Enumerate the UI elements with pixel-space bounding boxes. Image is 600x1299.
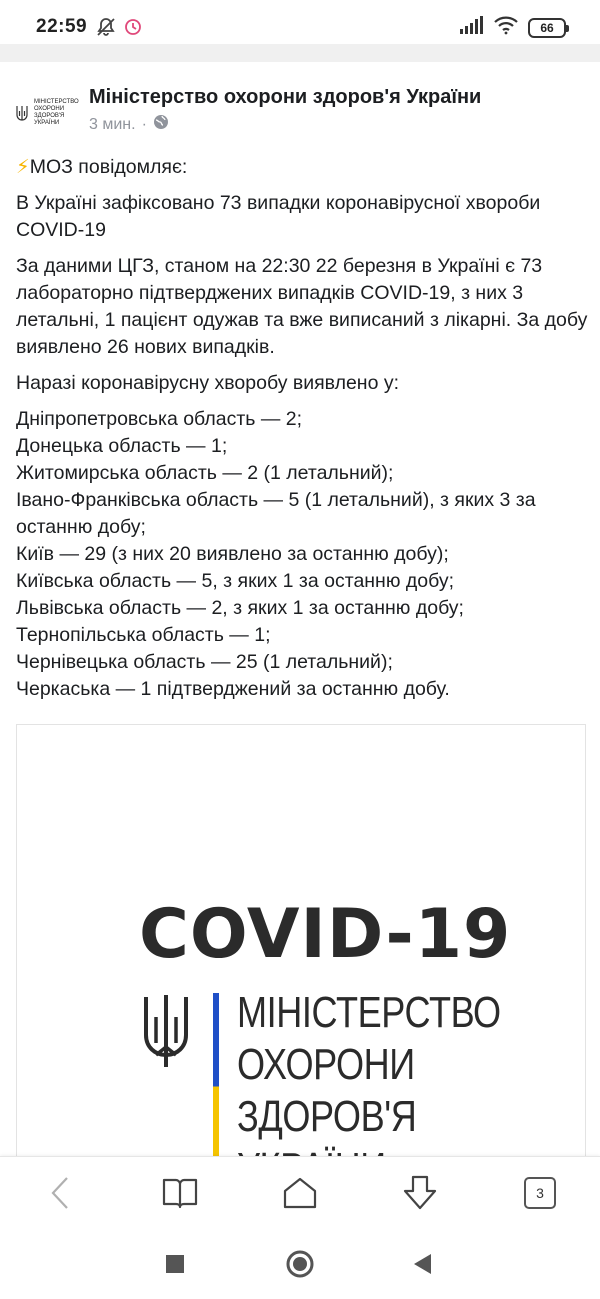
post-headline: В Україні зафіксовано 73 випадки коронавірусної хвороби COVID-19: [16, 192, 541, 241]
recents-button[interactable]: [157, 1248, 193, 1280]
status-icons-left: [96, 17, 142, 42]
home-icon: [282, 1176, 318, 1210]
post-paragraph: За даними ЦГЗ, станом на 22:30 22 березня в Україні є 73 лабораторно підтверджених випадків COVID-19, з них 3 летальні, 1 пацієнт одужав та вже виписаний з лікарні. За добу виявлено 26 нових випадків.: [16, 255, 588, 358]
list-item: Черкаська — 1 підтверджений за останню добу.: [16, 678, 450, 700]
circle-icon: [286, 1250, 314, 1278]
post-intro: [16, 154, 588, 181]
triangle-back-icon: [412, 1253, 432, 1275]
back-nav-button[interactable]: [404, 1248, 440, 1280]
post-image[interactable]: [16, 724, 586, 1164]
battery-icon: [528, 18, 566, 38]
page-avatar[interactable]: [16, 90, 79, 136]
region-list: [16, 406, 588, 703]
download-icon: [401, 1175, 439, 1211]
post-meta: [89, 114, 169, 135]
post-body: [16, 154, 588, 703]
battery-level: 66: [540, 20, 554, 35]
avatar-text-line: ЗДОРОВ'Я: [34, 113, 65, 119]
avatar-text-line: УКРАЇНИ: [34, 120, 60, 126]
tabs-button[interactable]: [520, 1173, 560, 1213]
list-item: Тернопільська область — 1;: [16, 624, 271, 646]
trident-icon: [142, 993, 190, 1069]
bookmarks-icon: [162, 1177, 198, 1209]
status-time: 22:59: [36, 16, 88, 37]
bell-off-icon: [96, 17, 116, 42]
back-icon: [49, 1176, 71, 1210]
list-item: Чернівецька область — 25 (1 летальний);: [16, 651, 393, 673]
list-item: Донецька область — 1;: [16, 435, 228, 457]
ministry-line: МІНІСТЕРСТВО: [237, 988, 501, 1037]
ministry-line: ОХОРОНИ: [237, 1040, 415, 1089]
tabs-count: 3: [536, 1185, 544, 1201]
back-button[interactable]: [40, 1173, 80, 1213]
square-icon: [165, 1254, 185, 1274]
list-item: Київ — 29 (з них 20 виявлено за останню добу);: [16, 543, 449, 565]
regions-intro: Наразі коронавірусну хворобу виявлено у:: [16, 372, 400, 394]
home-nav-button[interactable]: [282, 1248, 318, 1280]
signal-icon: [460, 16, 484, 39]
avatar-text: [34, 99, 79, 127]
tabs-icon: [524, 1177, 556, 1209]
intro-text: МОЗ повідомляє:: [29, 156, 188, 178]
list-item: Київська область — 5, з яких 1 за останню добу;: [16, 570, 454, 592]
list-item: Дніпропетровська область — 2;: [16, 408, 303, 430]
ministry-line: ЗДОРОВ'Я: [237, 1092, 417, 1141]
globe-icon[interactable]: [153, 114, 169, 135]
list-item: Львівська область — 2, з яких 1 за останню добу;: [16, 597, 464, 619]
trident-icon: [16, 105, 28, 121]
lightning-icon: ⚡: [16, 156, 30, 178]
image-flag-bar: [213, 993, 219, 1173]
top-divider: [0, 44, 600, 62]
browser-toolbar: [0, 1156, 600, 1228]
avatar-text-line: МІНІСТЕРСТВО: [34, 99, 79, 105]
avatar-text-line: ОХОРОНИ: [34, 106, 65, 112]
home-button[interactable]: [280, 1173, 320, 1213]
list-item: Житомирська область — 2 (1 летальний);: [16, 462, 394, 484]
wifi-icon: [494, 16, 518, 39]
clock-icon: [124, 18, 142, 41]
image-title: COVID-19: [139, 895, 512, 974]
meta-separator: ·: [141, 115, 147, 133]
post-header: [0, 62, 600, 152]
page-name-link[interactable]: Міністерство охорони здоров'я України: [89, 86, 482, 108]
status-icons-right: [460, 16, 566, 39]
list-item: Івано-Франківська область — 5 (1 летальний), з яких 3 за останню добу;: [16, 489, 536, 538]
download-button[interactable]: [400, 1173, 440, 1213]
navigation-bar: [0, 1228, 600, 1299]
bookmarks-button[interactable]: [160, 1173, 200, 1213]
post-time[interactable]: 3 мин.: [89, 115, 136, 133]
